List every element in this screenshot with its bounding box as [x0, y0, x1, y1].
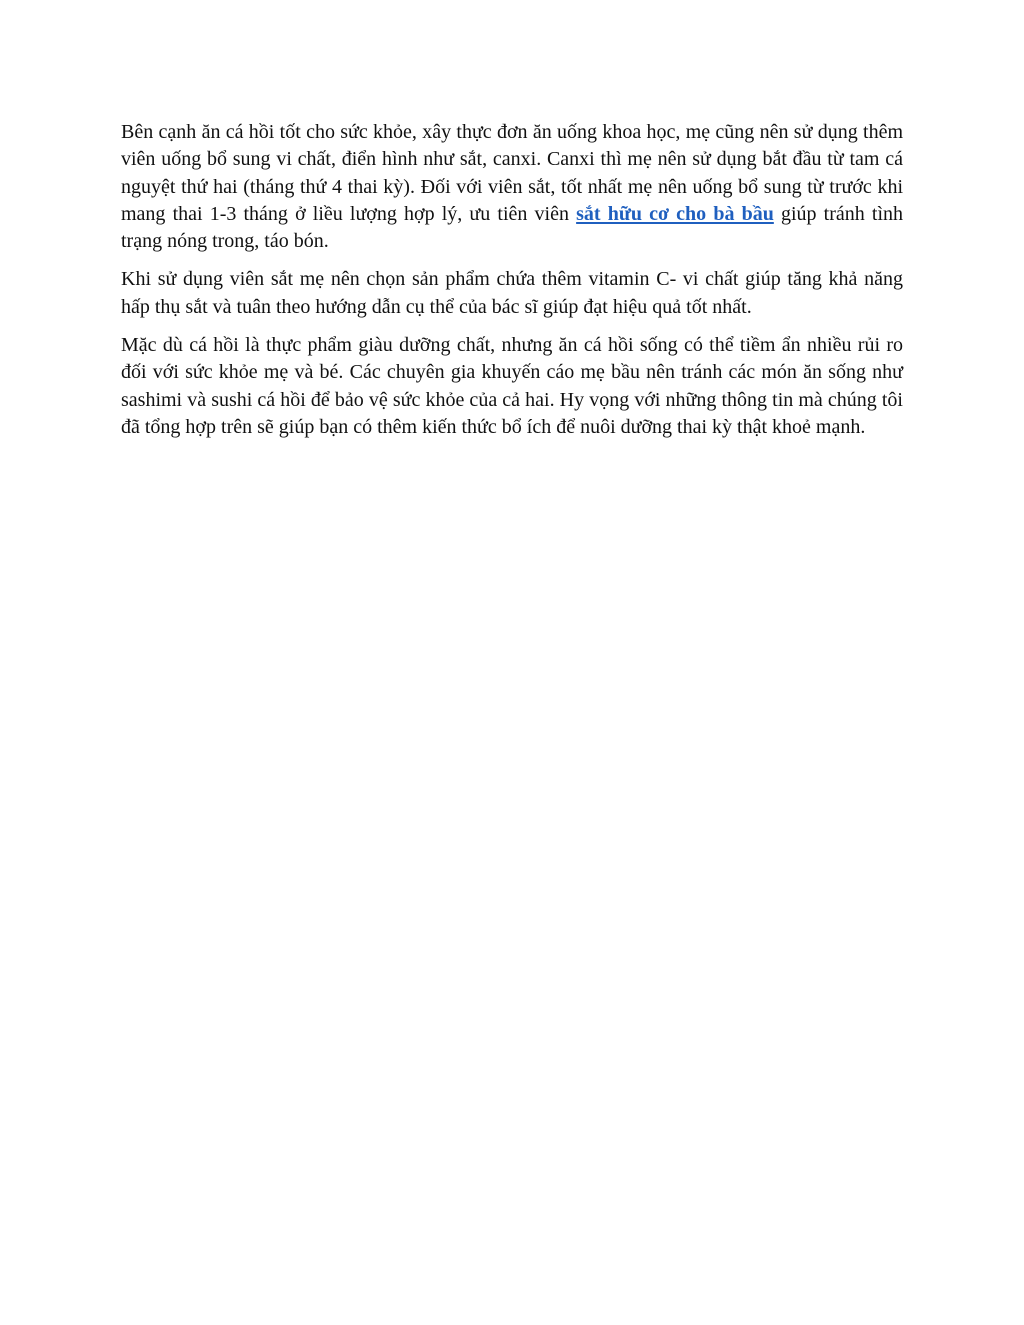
paragraph-supplements-text-before: Bên cạnh ăn cá hồi tốt cho sức khỏe, xây thực đơn ăn uống khoa học, mẹ cũng nên sử dụng thêm viên uống bổ sung vi chất, điển hình như sắt, canxi. Canxi thì mẹ nên sử dụng bắt đầu từ tam cá nguyệt thứ hai (tháng thứ 4 thai kỳ). Đối với viên sắt, tốt nhất mẹ nên uống bổ sung từ trước khi mang thai 1-3 tháng ở liều lượng hợp lý, ưu tiên viên	[121, 121, 903, 225]
paragraph-vitamin-c: Khi sử dụng viên sắt mẹ nên chọn sản phẩm chứa thêm vitamin C- vi chất giúp tăng khả năng hấp thụ sắt và tuân theo hướng dẫn cụ thể của bác sĩ giúp đạt hiệu quả tốt nhất.	[121, 268, 903, 318]
organic-iron-link[interactable]: sắt hữu cơ cho bà bầu	[576, 202, 774, 225]
paragraph-supplements-text-after: giúp tránh tình trạng nóng trong, táo bón.	[121, 202, 904, 253]
document-body	[121, 119, 903, 452]
paragraph-conclusion: Mặc dù cá hồi là thực phẩm giàu dưỡng chất, nhưng ăn cá hồi sống có thể tiềm ẩn nhiều rủi ro đối với sức khỏe mẹ và bé. Các chuyên gia khuyến cáo mẹ bầu nên tránh các món ăn sống như sashimi và sushi cá hồi để bảo vệ sức khỏe của cả hai. Hy vọng với những thông tin mà chúng tôi đã tổng hợp trên sẽ giúp bạn có thêm kiến thức bổ ích để nuôi dưỡng thai kỳ thật khoẻ mạnh.	[121, 334, 903, 438]
paragraph-supplements	[121, 119, 903, 255]
